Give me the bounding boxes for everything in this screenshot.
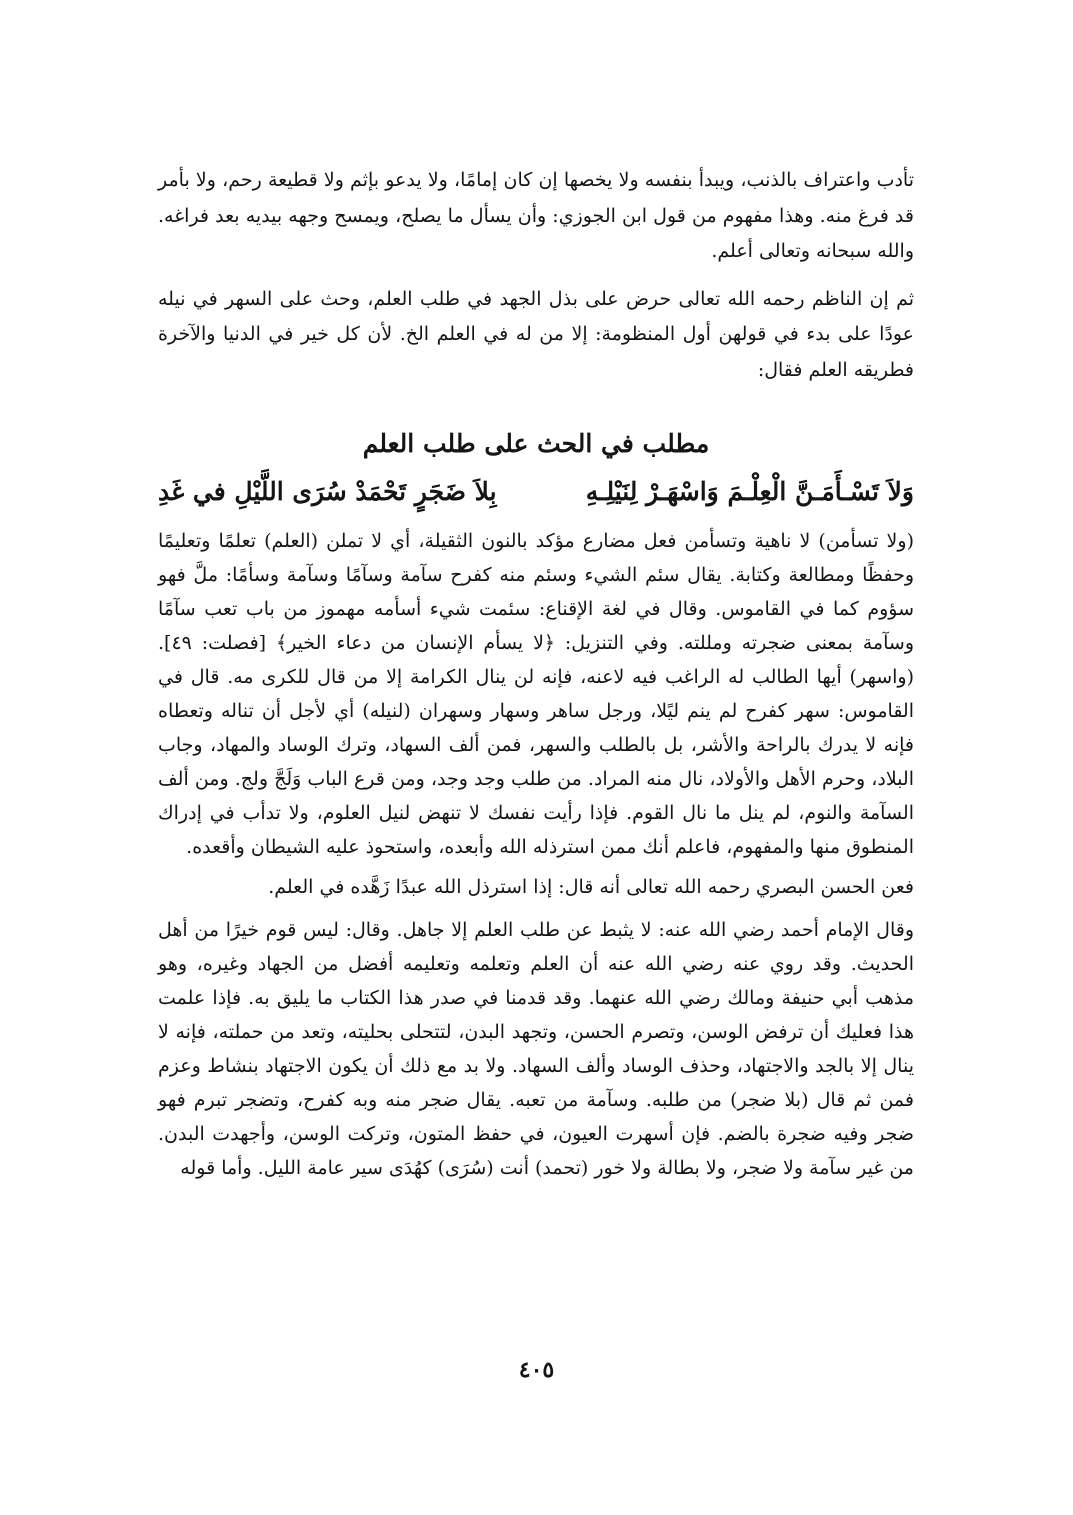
- paragraph-2: ثم إن الناظم رحمه الله تعالى حرض على بذل الجهد في طلب العلم، وحث على السهر في نيله عودًا على بدء في قولهن أول المنظومة: إلا من له في العلم الخ. لأن كل خير في الدنيا والآخرة فطريقه العلم فقال:: [158, 287, 914, 381]
- verse-first-hemistich: وَلاَ تَسْـأَمَـنَّ الْعِلْـمَ وَاسْهَـرْ لِنَيْلِـهِ: [585, 477, 914, 506]
- poem-verse: [158, 470, 914, 514]
- page-number: ٤٠٥: [518, 1357, 555, 1383]
- final-paragraph: وقال الإمام أحمد رضي الله عنه: لا يثبط عن طلب العلم إلا جاهل. وقال: ليس قوم خيرًا من أهل الحديث. وقد روي عنه رضي الله عنه أن العلم وتعلمه وتعليمه أفضل من الجهاد وغيره، وهو مذهب أبي حنيفة ومالك رضي الله عنهما. وقد قدمنا في صدر هذا الكتاب ما يليق به. فإذا علمت هذا فعليك أن ترفض الوسن، وتصرم الحسن، وتجهد البدن، لتتحلى بحليته، وتعد من حملته، فإنه لا ينال إلا بالجد والاجتهاد، وحذف الوساد وألف السهاد. ولا بد مع ذلك أن يكون الاجتهاد بنشاط وعزم فمن ثم قال (بلا ضجر) من طلبه. وسآمة من تعبه. يقال ضجر منه وبه كفرح، وتضجر تبرم فهو ضجر وفيه ضجرة بالضم. فإن أسهرت العيون، في حفظ المتون، وتركت الوسن، وأجهدت البدن. من غير سآمة ولا ضجر، ولا بطالة ولا خور (تحمد) أنت (سُرَى) كهُدَى سير عامة الليل. وأما قوله: [158, 919, 914, 1179]
- intro-paragraph: تأدب واعتراف بالذنب، ويبدأ بنفسه ولا يخصها إن كان إمامًا، ولا يدعو بإثم ولا قطيعة رحم، ولا بأمر قد فرغ منه. وهذا مفهوم من قول ابن الجوزي: وأن يسأل ما يصلح، ويمسح وجهه بيديه بعد فراغه. والله سبحانه وتعالى أعلم.: [158, 169, 914, 262]
- section-heading: مطلب في الحث على طلب العلم: [362, 429, 710, 458]
- verse-second-hemistich: بِلاَ ضَجَرٍ تَحْمَدْ سُرَى اللَّيْلِ في غَدِ: [158, 477, 497, 506]
- hasan-quote: فعن الحسن البصري رحمه الله تعالى أنه قال: إذا استرذل الله عبدًا زَهَّده في العلم.: [268, 876, 914, 898]
- commentary-paragraph: (ولا تسأمن) لا ناهية وتسأمن فعل مضارع مؤكد بالنون الثقيلة، أي لا تملن (العلم) تعلمًا وتعليمًا وحفظًا ومطالعة وكتابة. يقال سئم الشيء وسئم منه كفرح سآمة وسآمًا وسآمة وسأمًا: ملَّ فهو سؤوم كما في القاموس. وقال في لغة الإقناع: سئمت شيء أسأمه مهموز من باب تعب سآمًا وسآمة بمعنى ضجرته ومللته. وفي التنزيل: ﴿لا يسأم الإنسان من دعاء الخير﴾ [فصلت: ٤٩]. (واسهر) أيها الطالب له الراغب فيه لاعنه، فإنه لن ينال الكرامة إلا من قال للكرى مه. قال في القاموس: سهر كفرح لم ينم ليًلا، ورجل ساهر وسهار وسهران (لنيله) أي لأجل أن تناله وتعطاه فإنه لا يدرك بالراحة والأشر، بل بالطلب والسهر، فمن ألف السهاد، وترك الوساد والمهاد، وجاب البلاد، وحرم الأهل والأولاد، نال منه المراد. من طلب وجد وجد، ومن قرع الباب وَلَجَّ ولج. ومن ألف السآمة والنوم، لم ينل ما نال القوم. فإذا رأيت نفسك لا تنهض لنيل العلوم، ولا تدأب في إدراك المنطوق منها والمفهوم، فاعلم أنك ممن استرذله الله وأبعده، واستحوذ عليه الشيطان وأقعده.: [158, 530, 914, 858]
- page-body: [158, 163, 914, 1185]
